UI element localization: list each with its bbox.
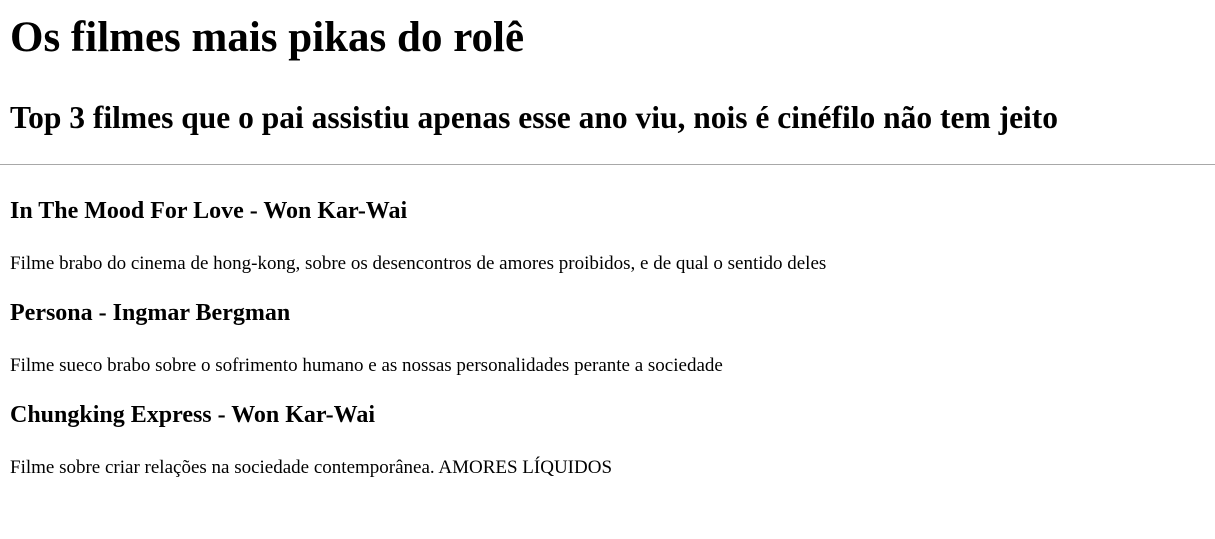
page-subtitle: Top 3 filmes que o pai assistiu apenas esse ano viu, nois é cinéfilo não tem jeito bbox=[10, 100, 1059, 135]
movie-item bbox=[10, 298, 1215, 378]
movie-title: Persona - Ingmar Bergman bbox=[10, 300, 291, 326]
divider bbox=[0, 164, 1215, 165]
movie-item bbox=[10, 400, 1215, 480]
movie-title: In The Mood For Love - Won Kar-Wai bbox=[10, 198, 408, 224]
movie-title: Chungking Express - Won Kar-Wai bbox=[10, 402, 375, 428]
movie-description: Filme sobre criar relações na sociedade contemporânea. AMORES LÍQUIDOS bbox=[10, 457, 613, 478]
movie-item bbox=[10, 196, 1215, 276]
page-title: Os filmes mais pikas do rolê bbox=[10, 14, 525, 61]
movie-list bbox=[10, 196, 1215, 480]
movie-description: Filme brabo do cinema de hong-kong, sobre os desencontros de amores proibidos, e de qual o sentido deles bbox=[10, 253, 827, 274]
page bbox=[0, 12, 1215, 480]
movie-description: Filme sueco brabo sobre o sofrimento humano e as nossas personalidades perante a sociedade bbox=[10, 355, 723, 376]
